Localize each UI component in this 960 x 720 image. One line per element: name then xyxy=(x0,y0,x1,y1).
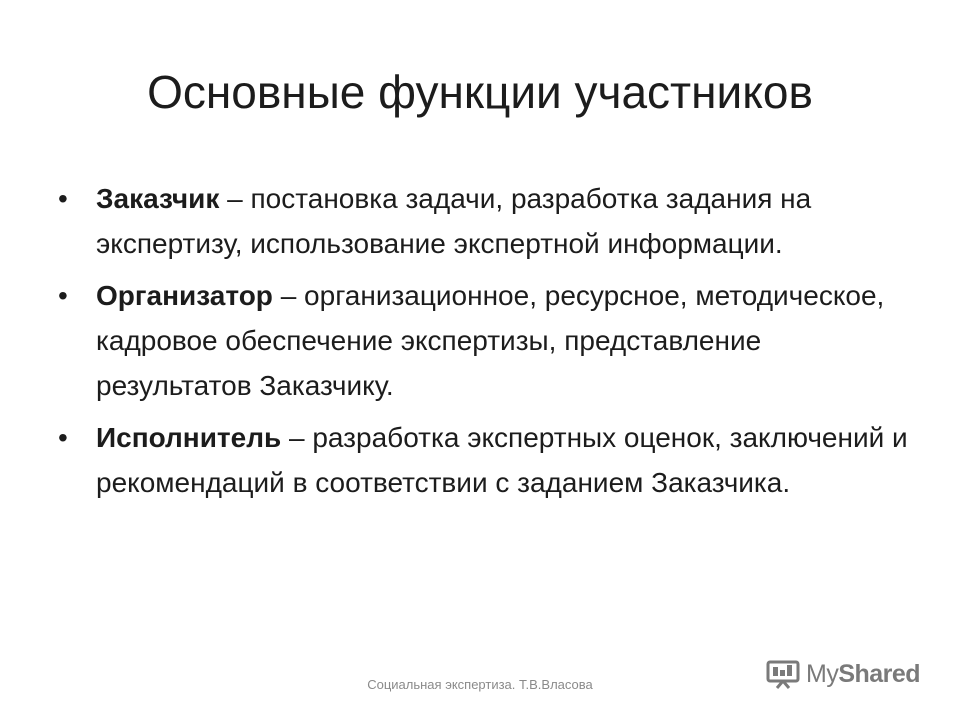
myshared-logo[interactable] xyxy=(766,658,920,690)
logo-text-shared: Shared xyxy=(838,659,921,688)
bullet-item-organizer xyxy=(58,273,918,408)
logo-text xyxy=(806,660,920,689)
bullet-text: – организационное, ресурсное, методическое, кадровое обеспечение экспертизы, представление результатов Заказчику. xyxy=(96,280,885,401)
bullet-dot-icon: • xyxy=(58,183,68,214)
bullet-list xyxy=(58,176,918,512)
slide-footer: Социальная экспертиза. Т.В.Власова xyxy=(367,677,593,692)
logo-text-my: My xyxy=(806,659,839,688)
bullet-term: Заказчик xyxy=(96,183,220,214)
bullet-term: Исполнитель xyxy=(96,422,282,453)
bullet-dot-icon: • xyxy=(58,280,68,311)
bullet-text: – разработка экспертных оценок, заключений и рекомендаций в соответствии с заданием Заказчика. xyxy=(96,422,908,498)
bullet-term: Организатор xyxy=(96,280,273,311)
bullet-dot-icon: • xyxy=(58,422,68,453)
bullet-item-executor xyxy=(58,415,918,505)
presentation-board-icon xyxy=(766,659,800,689)
bullet-item-customer xyxy=(58,176,918,266)
slide-title: Основные функции участников xyxy=(147,66,813,118)
bullet-text: – постановка задачи, разработка задания на экспертизу, использование экспертной информации. xyxy=(96,183,812,259)
